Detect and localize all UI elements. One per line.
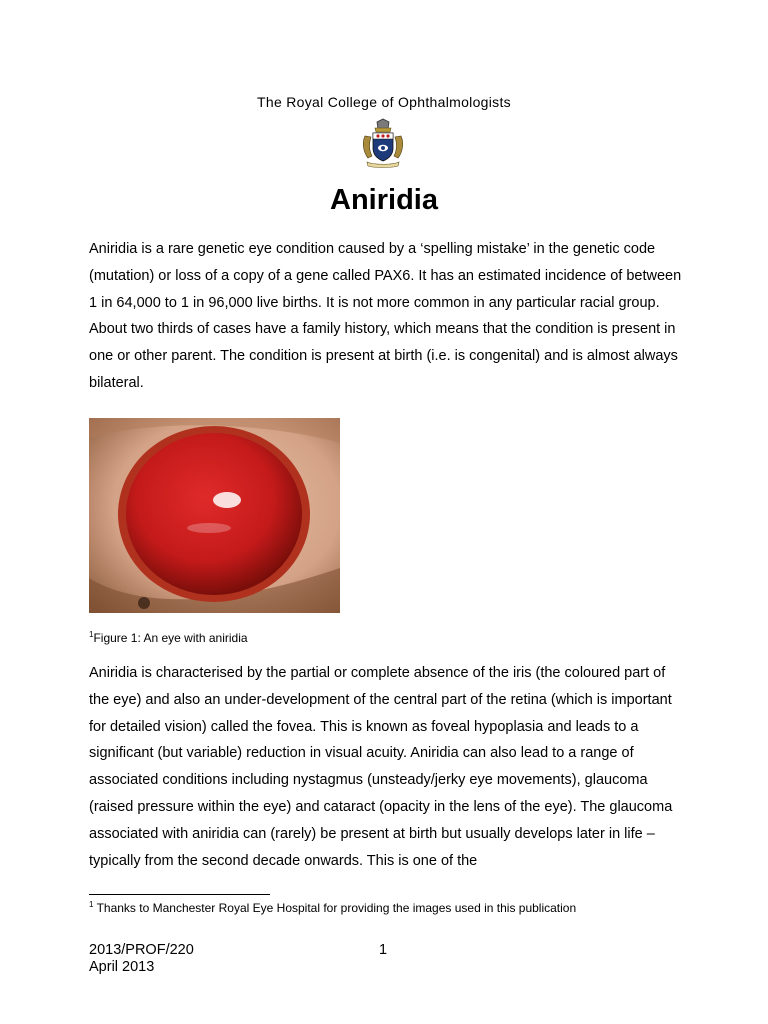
footnote-marker: 1 xyxy=(89,900,94,909)
figure-caption xyxy=(89,630,248,645)
organization-name: The Royal College of Ophthalmologists xyxy=(257,94,511,110)
coat-of-arms-icon xyxy=(357,118,409,170)
paragraph-intro: Aniridia is a rare genetic eye condition caused by a ‘spelling mistake’ in the genetic code (mutation) or loss of a copy of a gene called PAX6. It has an estimated incidence of between 1 in 64,000 to 1 in 96,000 live births. It is not more common in any particular racial group. About two thirds of cases have a family history, which means that the condition is present in one or other parent. The condition is present at birth (i.e. is congenital) and is almost always bilateral. xyxy=(89,241,682,391)
footnote-divider xyxy=(89,894,270,895)
document-title: Aniridia xyxy=(330,184,438,216)
caption-footnote-marker: 1 xyxy=(89,630,94,639)
eye-photo xyxy=(89,418,340,613)
publication-date: April 2013 xyxy=(89,959,155,975)
paragraph-description: Aniridia is characterised by the partial or complete absence of the iris (the coloured part of the eye) and also an under-development of the central part of the retina (which is important for detailed vision) called the fovea. This is known as foveal hypoplasia and leads to a significant (but variable) reduction in visual acuity. Aniridia can also lead to a range of associated conditions including nystagmus (unsteady/jerky eye movements), glaucoma (raised pressure within the eye) and cataract (opacity in the lens of the eye). The glaucoma associated with aniridia can (rarely) be present at birth but usually develops later in life – typically from the second decade onwards. This is one of the xyxy=(89,665,673,869)
page-footer-left xyxy=(89,942,194,976)
caption-text: Figure 1: An eye with aniridia xyxy=(93,631,248,645)
document-reference: 2013/PROF/220 xyxy=(89,942,194,958)
page-number: 1 xyxy=(379,942,388,958)
footnote-text: Thanks to Manchester Royal Eye Hospital for providing the images used in this publication xyxy=(93,901,577,915)
footnote xyxy=(89,900,576,915)
